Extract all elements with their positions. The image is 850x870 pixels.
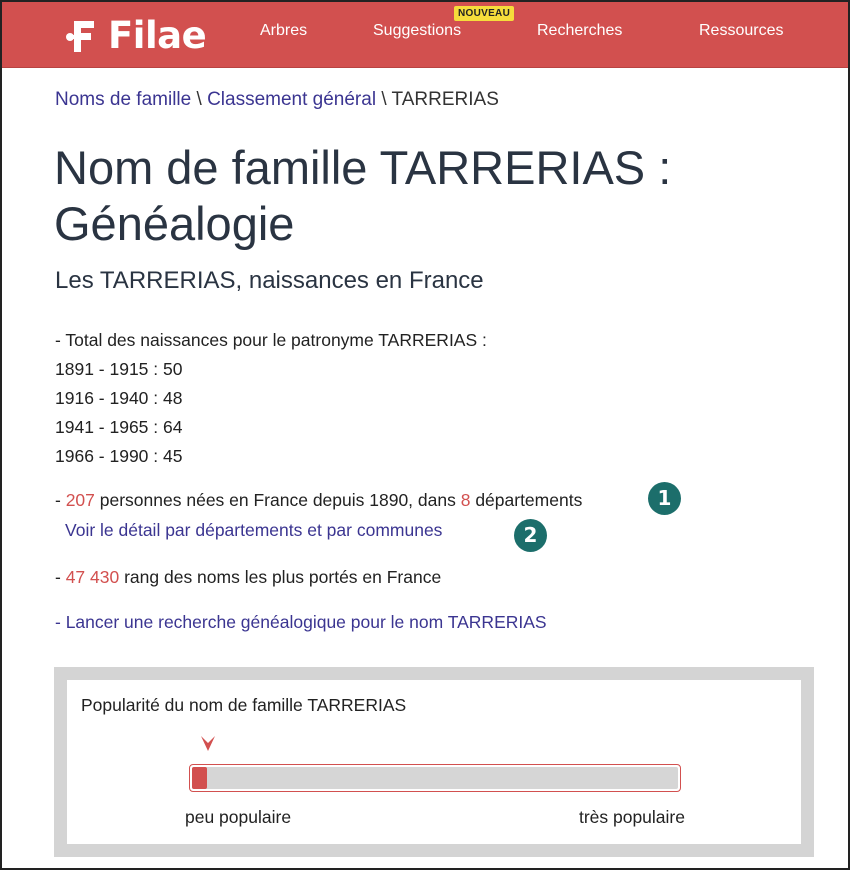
breadcrumb-classement-general[interactable]: Classement général — [207, 89, 377, 110]
filae-logo[interactable] — [64, 14, 206, 57]
top-navigation-bar — [2, 2, 848, 68]
breadcrumb-noms-de-famille[interactable]: Noms de famille — [55, 89, 192, 110]
new-badge: NOUVEAU — [454, 6, 514, 21]
genealogy-search-link[interactable]: - Lancer une recherche généalogique pour le nom TARRERIAS — [55, 612, 547, 632]
popularity-marker-icon — [199, 734, 217, 754]
rank-value: 47 430 — [65, 567, 120, 587]
rank-suffix: rang des noms les plus portés en France — [119, 567, 442, 587]
births-suffix: départements — [470, 490, 583, 510]
popularity-fill — [192, 767, 207, 789]
annotation-badge-2: 2 — [514, 519, 547, 552]
popularity-track — [192, 767, 678, 789]
departements-count: 8 — [460, 490, 471, 510]
breadcrumb — [55, 89, 499, 111]
stats-intro: - Total des naissances pour le patronyme TARRERIAS : — [55, 330, 487, 350]
stats-period: 1916 - 1940 : 48 — [55, 388, 183, 408]
page-subtitle: Les TARRERIAS, naissances en France — [55, 267, 484, 294]
births-count: 207 — [65, 490, 95, 510]
annotation-badge-1: 1 — [648, 482, 681, 515]
nav-arbres[interactable]: Arbres — [260, 22, 308, 39]
nav-ressources[interactable]: Ressources — [699, 22, 784, 39]
breadcrumb-separator: \ — [381, 89, 387, 110]
rank-prefix: - — [55, 567, 66, 587]
popularity-low-label: peu populaire — [185, 807, 292, 827]
nav-suggestions[interactable]: Suggestions — [373, 22, 462, 39]
filae-logo-icon — [64, 17, 102, 55]
page-title: Nom de famille TARRERIAS : Généalogie — [54, 141, 672, 250]
popularity-title: Popularité du nom de famille TARRERIAS — [81, 695, 407, 715]
stats-period: 1941 - 1965 : 64 — [55, 417, 183, 437]
stats-period: 1891 - 1915 : 50 — [55, 359, 183, 379]
rank-summary — [55, 567, 441, 588]
births-prefix: - — [55, 490, 66, 510]
popularity-bar — [189, 764, 681, 792]
breadcrumb-separator: \ — [196, 89, 202, 110]
popularity-panel — [54, 667, 814, 857]
breadcrumb-current: TARRERIAS — [391, 89, 499, 110]
nav-recherches[interactable]: Recherches — [537, 22, 623, 39]
popularity-high-label: très populaire — [578, 807, 685, 827]
births-middle: personnes nées en France depuis 1890, dans — [94, 490, 461, 510]
stats-period: 1966 - 1990 : 45 — [55, 446, 183, 466]
birth-stats — [55, 329, 487, 474]
births-summary — [55, 490, 582, 511]
logo-text: Filae — [108, 14, 207, 57]
detail-link[interactable]: Voir le détail par départements et par communes — [65, 520, 443, 540]
